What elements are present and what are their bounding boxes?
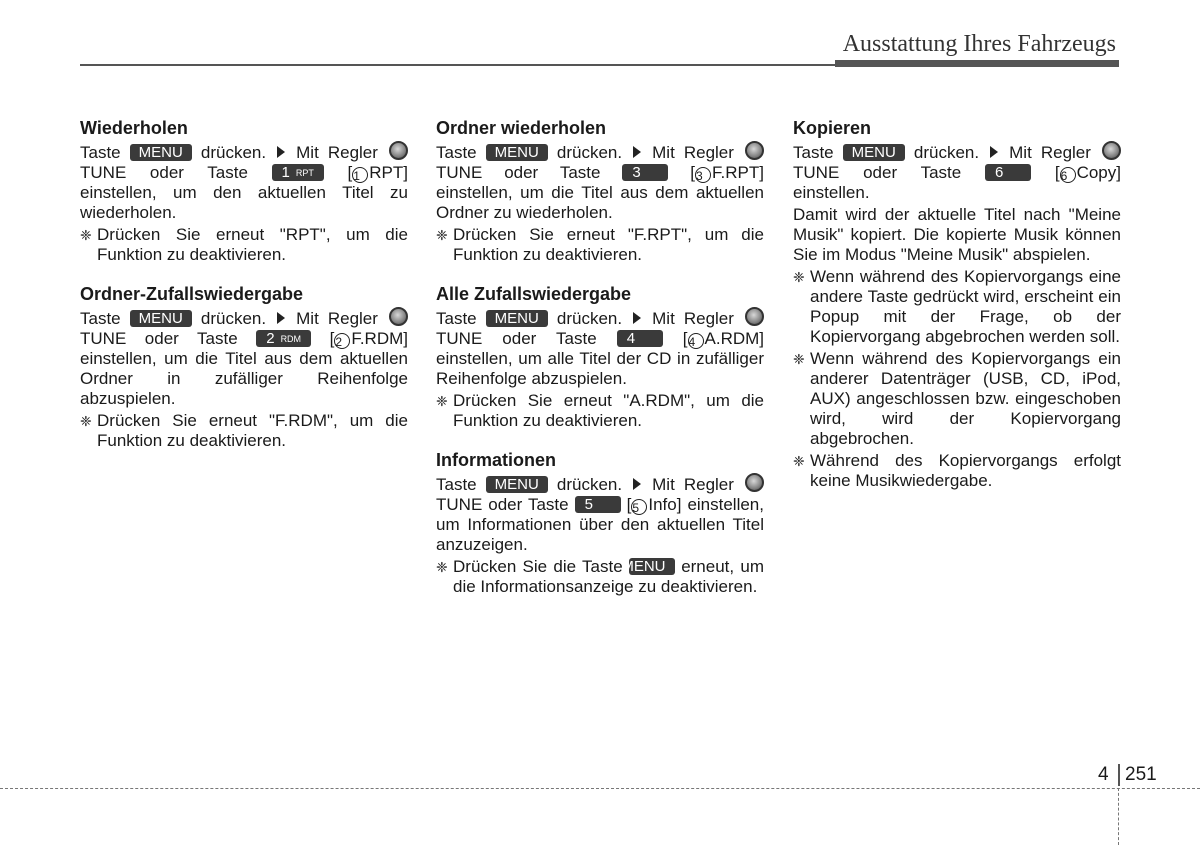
column-1 — [80, 117, 408, 469]
taste-label: Taste — [80, 309, 121, 328]
section-kopieren — [793, 117, 1121, 491]
note-asterisk-icon: ❈ — [80, 413, 92, 429]
note — [793, 267, 1121, 347]
key-number: 2 — [266, 330, 275, 347]
note-asterisk-icon: ❈ — [793, 453, 805, 469]
section-ordner-wiederholen — [436, 117, 764, 265]
taste-label: Taste — [80, 143, 121, 162]
menu-key: MENU — [486, 476, 548, 493]
footer-vertical-dashed-rule — [1118, 788, 1119, 845]
note-text: Drücken Sie erneut "RPT", um die Funktion zu deaktivieren. — [97, 225, 408, 264]
taste-label: Taste — [436, 309, 477, 328]
note — [793, 451, 1121, 491]
menu-key: MENU — [486, 144, 548, 161]
section-heading: Ordner-Zufallswiedergabe — [80, 284, 304, 304]
key-6: 6 — [985, 164, 1031, 181]
description: Damit wird der aktuelle Titel nach "Meine Musik" kopiert. Die kopierte Musik können Sie im Modus "Meine Musik" abspielen. — [793, 205, 1121, 264]
header-accent-bar — [835, 60, 1119, 67]
section-heading: Kopieren — [793, 118, 872, 138]
note-text: Drücken Sie erneut "A.RDM", um die Funktion zu deaktivieren. — [453, 391, 764, 430]
mit-regler-label: Mit Regler — [1009, 143, 1091, 162]
key-4: 4 — [617, 330, 663, 347]
key-number: 1 — [281, 164, 290, 181]
menu-key: MENU — [629, 558, 675, 575]
target-label: Copy] — [1076, 163, 1121, 182]
section-ordner-zufallswiedergabe — [80, 283, 408, 451]
note-text: Drücken Sie erneut "F.RDM", um die Funktion zu deaktivieren. — [97, 411, 408, 450]
druecken-label: drücken. — [556, 309, 623, 328]
note-text: Wenn während des Kopiervorgangs eine andere Taste gedrückt wird, erscheint ein Popup mit der Frage, ob der Kopiervorgang abgebrochen werden soll. — [810, 267, 1121, 346]
instruction: Taste MENU drücken. Mit Regler TUNE oder Taste 6 [6 Copy] einstellen. — [793, 143, 1121, 202]
tune-oder-taste-label: TUNE oder Taste — [436, 163, 601, 182]
note-asterisk-icon: ❈ — [436, 559, 448, 575]
arrow-right-icon — [277, 312, 285, 324]
note-text-post: erneut, um die Informationsanzeige zu deaktivieren. — [453, 557, 764, 596]
target-label: RPT] — [369, 163, 408, 182]
note-text: Wenn während des Kopiervorgangs ein anderer Datenträger (USB, CD, iPod, AUX) angeschlossen bzw. eingeschoben wird, wird der Kopiervorgang abgebrochen. — [810, 349, 1121, 448]
circled-number-icon: 1 — [352, 167, 368, 183]
circled-number-icon: 5 — [631, 499, 647, 515]
key-3: 3 — [622, 164, 668, 181]
druecken-label: drücken. — [556, 475, 623, 494]
note-text: Drücken Sie erneut "F.RPT", um die Funktion zu deaktivieren. — [453, 225, 764, 264]
taste-label: Taste — [436, 143, 477, 162]
tune-knob-icon — [745, 307, 764, 326]
section-heading: Informationen — [436, 450, 556, 470]
section-informationen — [436, 449, 764, 597]
header-title: Ausstattung Ihres Fahrzeugs — [842, 31, 1116, 57]
instruction-text: einstellen, um die Titel aus dem aktuellen Ordner zu wiederholen. — [436, 183, 764, 222]
tune-knob-icon — [389, 307, 408, 326]
note-text: Während des Kopiervorgangs erfolgt keine Musikwiedergabe. — [810, 451, 1121, 490]
tune-knob-icon — [745, 141, 764, 160]
taste-label: Taste — [793, 143, 834, 162]
section-alle-zufallswiedergabe — [436, 283, 764, 431]
page-number-separator — [1118, 764, 1120, 786]
menu-key: MENU — [130, 310, 192, 327]
druecken-label: drücken. — [556, 143, 623, 162]
druecken-label: drücken. — [200, 143, 267, 162]
instruction: Taste MENU drücken. Mit Regler TUNE oder Taste 2 RDM [2 F.RDM] einstellen, um die Titel aus dem aktuellen Ordner in zufälliger Reihenfolge abzuspielen. — [80, 309, 408, 408]
instruction: Taste MENU drücken. Mit Regler TUNE oder Taste 4 [4 A.RDM] einstellen, um alle Titel der CD in zufälliger Reihenfolge abzuspielen. — [436, 309, 765, 388]
footer-dashed-rule — [0, 788, 1200, 789]
arrow-right-icon — [277, 146, 285, 158]
mit-regler-label: Mit Regler — [652, 143, 734, 162]
key-1-rpt — [272, 164, 324, 181]
arrow-right-icon — [633, 312, 641, 324]
instruction-text: einstellen, um Informationen über den aktuellen Titel anzuzeigen. — [436, 495, 764, 554]
instruction-text: einstellen, um alle Titel der CD in zufälliger Reihenfolge abzuspielen. — [436, 349, 764, 388]
note — [80, 411, 408, 451]
taste-label: Taste — [436, 475, 477, 494]
target-label: A.RDM] — [704, 329, 765, 348]
key-5: 5 — [575, 496, 621, 513]
column-2 — [436, 117, 764, 615]
circled-number-icon: 2 — [334, 333, 350, 349]
instruction-text: einstellen, um den aktuellen Titel zu wiederholen. — [80, 183, 408, 222]
instruction-text: einstellen, um die Titel aus dem aktuellen Ordner in zufälliger Reihenfolge abzuspielen. — [80, 349, 408, 408]
mit-regler-label: Mit Regler — [652, 309, 734, 328]
section-wiederholen — [80, 117, 408, 265]
key-2-rdm — [256, 330, 311, 347]
tune-oder-taste-label: TUNE oder Taste — [80, 163, 248, 182]
instruction: Taste MENU drücken. Mit Regler TUNE oder Taste 3 [3 F.RPT] einstellen, um die Titel aus dem aktuellen Ordner zu wiederholen. — [436, 143, 764, 222]
circled-number-icon: 6 — [1060, 167, 1076, 183]
tune-oder-taste-label: TUNE oder Taste — [436, 495, 569, 514]
tune-oder-taste-label: TUNE oder Taste — [436, 329, 597, 348]
mit-regler-label: Mit Regler — [296, 143, 378, 162]
arrow-right-icon — [990, 146, 998, 158]
mit-regler-label: Mit Regler — [652, 475, 734, 494]
tune-oder-taste-label: TUNE oder Taste — [80, 329, 238, 348]
menu-key: MENU — [843, 144, 905, 161]
target-label: Info] — [648, 495, 682, 514]
arrow-right-icon — [633, 478, 641, 490]
note — [436, 557, 764, 597]
circled-number-icon: 3 — [695, 167, 711, 183]
tune-knob-icon — [1102, 141, 1121, 160]
note-asterisk-icon: ❈ — [436, 227, 448, 243]
instruction-text: einstellen. — [793, 183, 870, 202]
target-label: F.RPT] — [712, 163, 764, 182]
menu-key: MENU — [130, 144, 192, 161]
note-text-pre: Drücken Sie die Taste — [453, 557, 623, 576]
note — [793, 349, 1121, 449]
key-sublabel: RDM — [280, 334, 302, 344]
menu-key: MENU — [486, 310, 548, 327]
key-sublabel: RPT — [295, 168, 314, 178]
note-asterisk-icon: ❈ — [436, 393, 448, 409]
tune-knob-icon — [745, 473, 764, 492]
note — [80, 225, 408, 265]
section-heading: Wiederholen — [80, 118, 188, 138]
arrow-right-icon — [633, 146, 641, 158]
circled-number-icon: 4 — [688, 333, 704, 349]
note — [436, 225, 764, 265]
section-heading: Alle Zufallswiedergabe — [436, 284, 632, 304]
instruction: Taste MENU drücken. Mit Regler TUNE oder Taste 5 [5 Info] einstellen, um Informationen über den aktuellen Titel anzuzeigen. — [436, 475, 764, 554]
druecken-label: drücken. — [913, 143, 980, 162]
tune-knob-icon — [389, 141, 408, 160]
instruction: Taste MENU drücken. Mit Regler TUNE oder Taste 1 RPT [1 RPT] einstellen, um den aktuellen Titel zu wiederholen. — [80, 143, 408, 222]
note-asterisk-icon: ❈ — [793, 351, 805, 367]
target-label: F.RDM] — [351, 329, 408, 348]
note-asterisk-icon: ❈ — [793, 269, 805, 285]
page-number: 251 — [1125, 764, 1157, 785]
druecken-label: drücken. — [200, 309, 267, 328]
section-heading: Ordner wiederholen — [436, 118, 607, 138]
note — [436, 391, 764, 431]
mit-regler-label: Mit Regler — [296, 309, 378, 328]
column-3 — [793, 117, 1121, 509]
chapter-number: 4 — [1098, 764, 1109, 785]
note-asterisk-icon: ❈ — [80, 227, 92, 243]
tune-oder-taste-label: TUNE oder Taste — [793, 163, 962, 182]
